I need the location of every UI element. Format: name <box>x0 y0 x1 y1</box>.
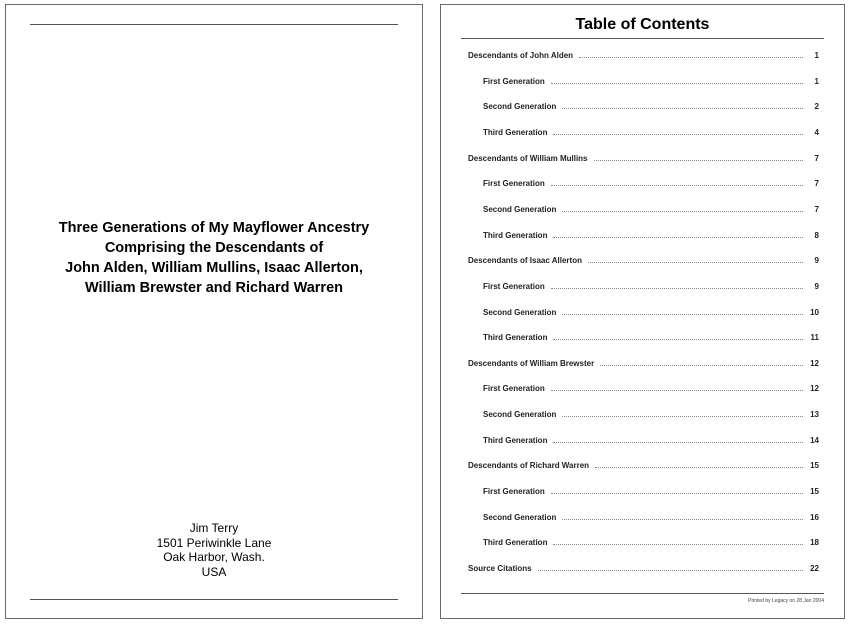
toc-entry-title: Third Generation <box>483 127 548 137</box>
toc-entry-title: First Generation <box>483 281 545 291</box>
toc-entry-page: 7 <box>814 204 819 214</box>
toc-entry-title: Second Generation <box>483 512 557 522</box>
book-title <box>6 218 422 298</box>
dot-leader <box>562 416 803 417</box>
author-country: USA <box>201 564 227 579</box>
toc-entry-page: 18 <box>810 538 819 548</box>
toc-entry-page: 11 <box>810 333 819 343</box>
dot-leader <box>562 211 803 212</box>
toc-entry-title: Second Generation <box>483 102 557 112</box>
toc-entry-title: Second Generation <box>483 410 557 420</box>
dot-leader <box>600 365 803 366</box>
dot-leader <box>553 544 803 545</box>
toc-subsection-entry <box>483 277 819 291</box>
toc-entry-page: 2 <box>814 102 819 112</box>
toc-entry-page: 8 <box>814 230 819 240</box>
toc-entry-title: First Generation <box>483 487 545 497</box>
toc-entry-title: Third Generation <box>483 538 548 548</box>
toc-entry-page: 15 <box>810 487 819 497</box>
dot-leader <box>551 83 803 84</box>
toc-entry-page: 9 <box>814 256 819 266</box>
author-block <box>6 521 422 579</box>
toc-subsection-entry <box>483 174 819 188</box>
toc-entry-title: Descendants of Richard Warren <box>468 461 590 471</box>
toc-subsection-entry <box>483 405 819 419</box>
toc-entry-title: Third Generation <box>483 230 548 240</box>
dot-leader <box>551 493 803 494</box>
toc-section-entry <box>468 251 819 265</box>
bottom-rule <box>461 593 824 594</box>
toc-section-entry <box>468 149 819 163</box>
author-street: 1501 Periwinkle Lane <box>156 535 272 550</box>
toc-entry-page: 16 <box>810 512 819 522</box>
bottom-rule <box>30 599 398 600</box>
title-line: Three Generations of My Mayflower Ancestry <box>58 220 370 236</box>
dot-leader <box>579 57 803 58</box>
toc-subsection-entry <box>483 72 819 86</box>
dot-leader <box>562 519 803 520</box>
toc-subsection-entry <box>483 508 819 522</box>
top-rule <box>461 38 824 39</box>
dot-leader <box>551 288 803 289</box>
toc-section-entry <box>468 456 819 470</box>
toc-subsection-entry <box>483 303 819 317</box>
dot-leader <box>594 160 803 161</box>
dot-leader <box>553 134 803 135</box>
title-line: William Brewster and Richard Warren <box>85 280 343 296</box>
toc-entry-title: Third Generation <box>483 435 548 445</box>
toc-entry-page: 9 <box>814 281 819 291</box>
dot-leader <box>562 108 803 109</box>
dot-leader <box>588 262 803 263</box>
toc-entry-page: 22 <box>810 564 819 573</box>
toc-entry-page: 1 <box>814 76 819 86</box>
toc-entry-title: Second Generation <box>483 204 557 214</box>
toc-entry-page: 1 <box>814 51 819 60</box>
toc-section-entry <box>468 559 819 573</box>
toc-page <box>440 4 845 619</box>
title-line: Comprising the Descendants of <box>104 240 324 256</box>
dot-leader <box>595 467 803 468</box>
dot-leader <box>553 442 803 443</box>
author-name: Jim Terry <box>189 521 239 535</box>
toc-subsection-entry <box>483 482 819 496</box>
toc-entry-title: First Generation <box>483 179 545 189</box>
toc-entry-title: Descendants of John Alden <box>468 51 574 60</box>
author-city: Oak Harbor, Wash. <box>163 550 265 564</box>
toc-entry-page: 15 <box>810 461 819 471</box>
toc-entry-page: 10 <box>810 307 819 317</box>
toc-subsection-entry <box>483 328 819 342</box>
dot-leader <box>538 570 803 571</box>
title-page <box>5 4 423 619</box>
printed-by-note: Printed by Legacy on 28 Jan 2004 <box>748 598 824 604</box>
toc-entry-title: Second Generation <box>483 307 557 317</box>
dot-leader <box>553 237 803 238</box>
toc-entry-title: Third Generation <box>483 333 548 343</box>
toc-subsection-entry <box>483 431 819 445</box>
toc-subsection-entry <box>483 379 819 393</box>
top-rule <box>30 24 398 25</box>
dot-leader <box>553 339 803 340</box>
toc-subsection-entry <box>483 533 819 547</box>
toc-section-entry <box>468 354 819 368</box>
toc-section-entry <box>468 46 819 60</box>
toc-subsection-entry <box>483 200 819 214</box>
toc-entry-page: 14 <box>810 435 819 445</box>
toc-entry-page: 4 <box>814 127 819 137</box>
toc-heading: Table of Contents <box>575 16 710 33</box>
toc-subsection-entry <box>483 97 819 111</box>
toc-entry-title: First Generation <box>483 384 545 394</box>
toc-entry-page: 12 <box>810 384 819 394</box>
toc-entry-title: Source Citations <box>468 564 532 573</box>
toc-entry-page: 13 <box>810 410 819 420</box>
toc-entry-page: 7 <box>814 179 819 189</box>
toc-entry-title: Descendants of William Brewster <box>468 358 595 368</box>
toc-subsection-entry <box>483 123 819 137</box>
toc-entry-title: Descendants of Isaac Allerton <box>468 256 582 266</box>
toc-entry-title: First Generation <box>483 76 545 86</box>
dot-leader <box>551 390 803 391</box>
toc-entry-page: 12 <box>810 358 819 368</box>
toc-entry-page: 7 <box>814 153 819 163</box>
toc-subsection-entry <box>483 226 819 240</box>
title-line: John Alden, William Mullins, Isaac Allerton, <box>65 260 363 276</box>
dot-leader <box>551 185 803 186</box>
dot-leader <box>562 314 803 315</box>
toc-entry-title: Descendants of William Mullins <box>468 153 588 163</box>
